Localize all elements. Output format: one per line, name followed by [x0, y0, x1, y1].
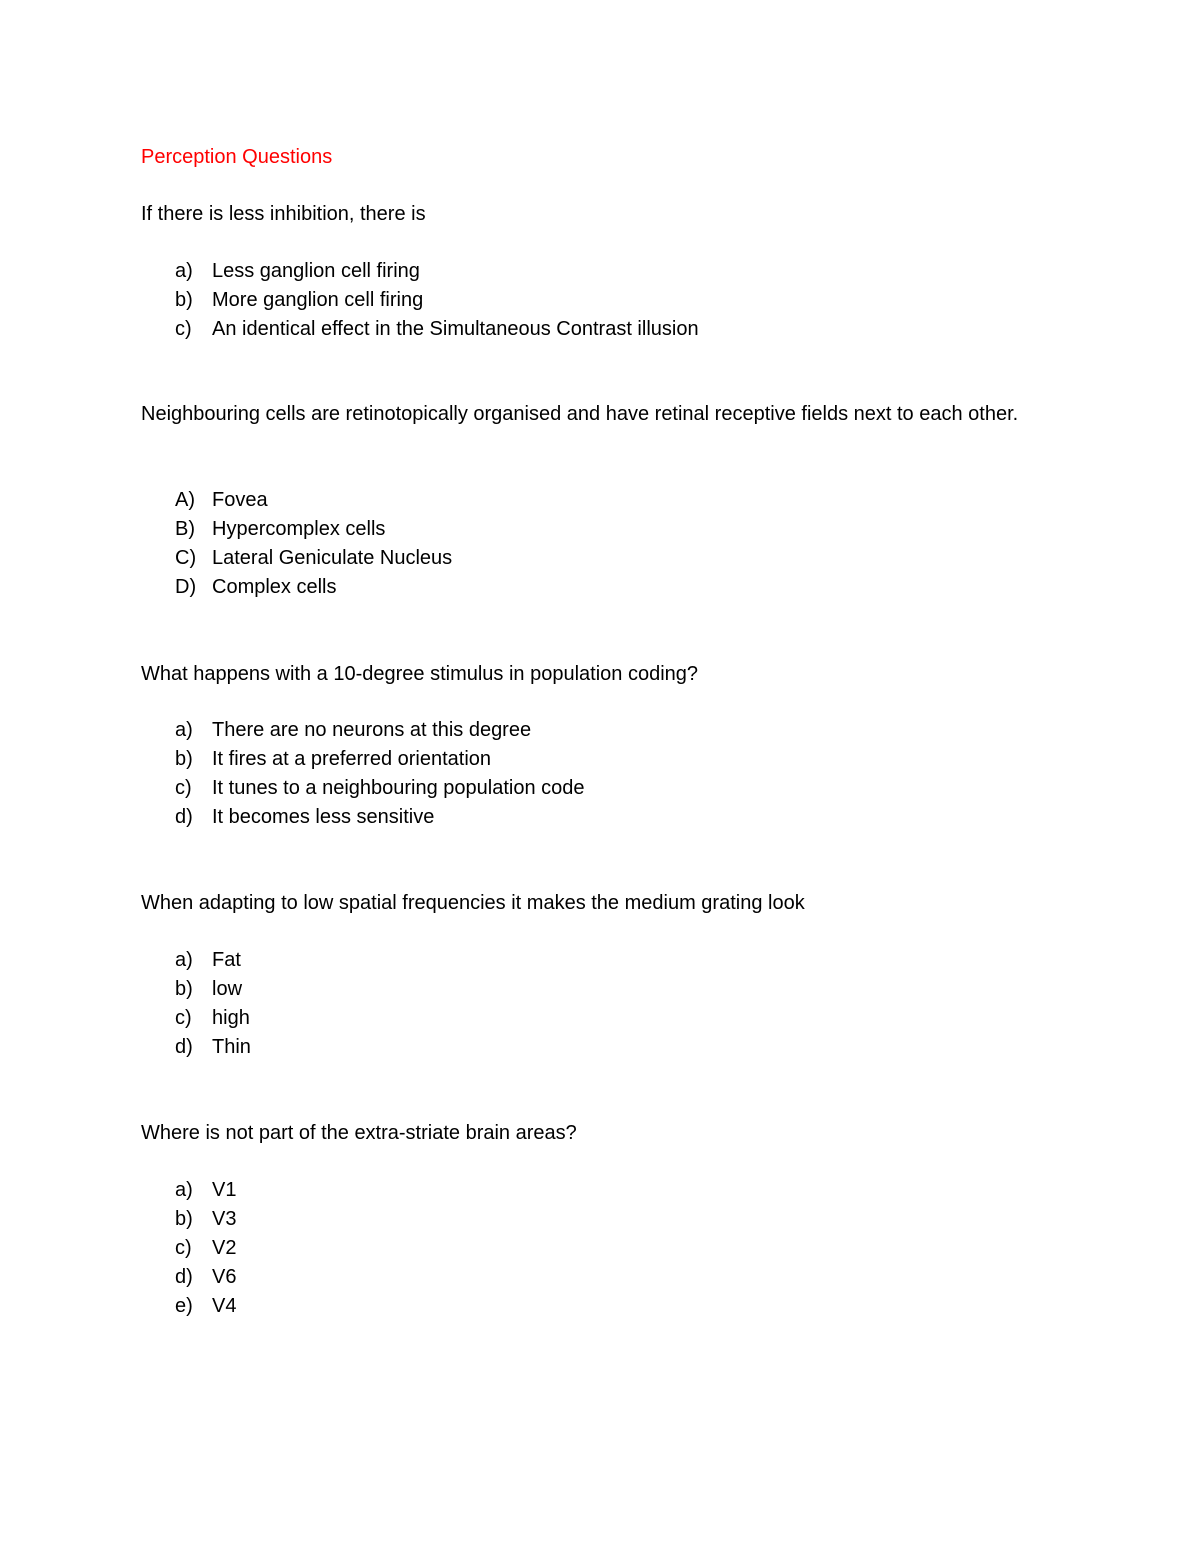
option-text: Complex cells [212, 576, 337, 598]
option-letter: e) [175, 1295, 193, 1317]
option-letter: c) [175, 777, 192, 799]
option-text: V6 [212, 1266, 237, 1288]
option-text: V1 [212, 1179, 237, 1201]
option-text: An identical effect in the Simultaneous Contrast illusion [212, 318, 699, 340]
option-text: There are no neurons at this degree [212, 719, 532, 741]
question-5-text: Where is not part of the extra-striate brain areas? [141, 1122, 577, 1144]
option-text: V3 [212, 1208, 237, 1230]
option-letter: B) [175, 518, 195, 540]
option-text: Fovea [212, 489, 268, 511]
option-text: Thin [212, 1036, 251, 1058]
option-letter: c) [175, 318, 192, 340]
option-text: Fat [212, 949, 241, 971]
option-text: It becomes less sensitive [212, 806, 435, 828]
option-letter: a) [175, 1179, 193, 1201]
option-text: Hypercomplex cells [212, 518, 386, 540]
question-2-text: Neighbouring cells are retinotopically organised and have retinal receptive fields next to each other. [141, 403, 1019, 425]
option-letter: b) [175, 748, 193, 770]
option-letter: b) [175, 978, 193, 1000]
option-letter: a) [175, 949, 193, 971]
option-letter: d) [175, 1266, 193, 1288]
option-letter: d) [175, 1036, 193, 1058]
option-text: It tunes to a neighbouring population code [212, 777, 585, 799]
option-letter: c) [175, 1237, 192, 1259]
option-letter: b) [175, 289, 193, 311]
document-title: Perception Questions [141, 146, 333, 168]
option-letter: a) [175, 260, 193, 282]
question-1-text: If there is less inhibition, there is [141, 203, 426, 225]
option-letter: D) [175, 576, 197, 598]
option-text: It fires at a preferred orientation [212, 748, 492, 770]
option-letter: b) [175, 1208, 193, 1230]
option-text: Less ganglion cell firing [212, 260, 420, 282]
option-text: More ganglion cell firing [212, 289, 424, 311]
option-text: Lateral Geniculate Nucleus [212, 547, 453, 569]
option-text: high [212, 1007, 250, 1029]
option-letter: a) [175, 719, 193, 741]
question-3-text: What happens with a 10-degree stimulus in population coding? [141, 663, 699, 685]
option-letter: d) [175, 806, 193, 828]
option-text: V4 [212, 1295, 237, 1317]
option-letter: A) [175, 489, 195, 511]
question-4-text: When adapting to low spatial frequencies it makes the medium grating look [141, 892, 805, 914]
option-text: low [212, 978, 243, 1000]
option-letter: c) [175, 1007, 192, 1029]
option-text: V2 [212, 1237, 237, 1259]
option-letter: C) [175, 547, 197, 569]
